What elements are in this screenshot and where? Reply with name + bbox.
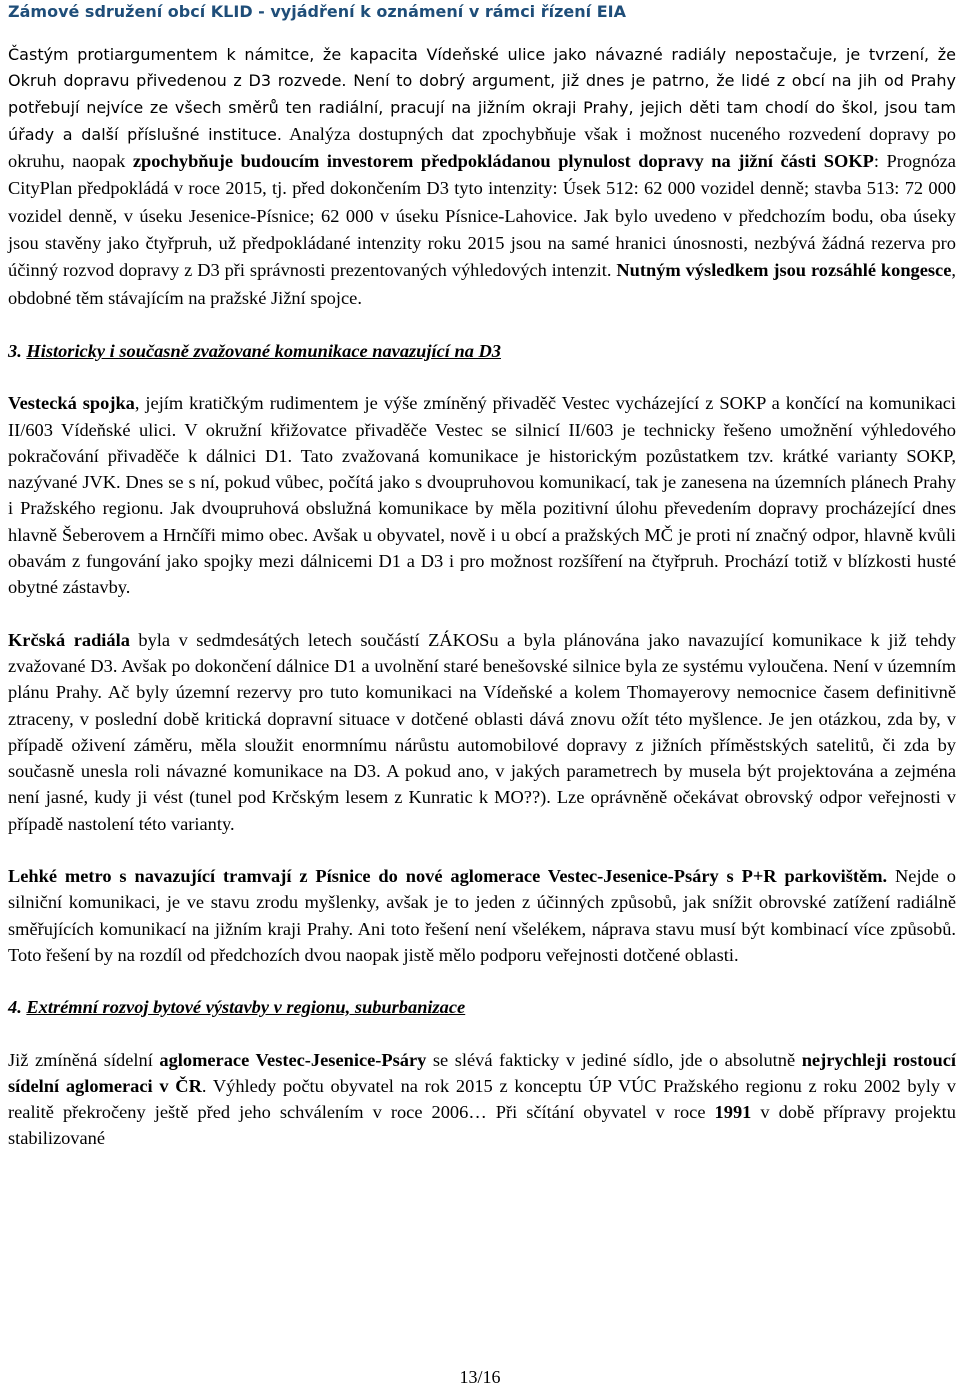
section-heading-3: [8, 338, 956, 364]
emphasis-text: Lehké metro s navazující tramvají z Písnice do nové aglomerace Vestec-Jesenice-Psáry s P+R parkovištěm.: [8, 866, 888, 887]
paragraph-text: , jejím kratičkým rudimentem je výše zmíněný přivaděč Vestec vycházející z SOKP a končící na komunikaci II/603 Vídeňské ulici. V okružní křižovatce přivaděče Vestec se silnicí II/603 je technicky řešeno umožnění výhledového pokračování přivaděče k dálnici D1. Tato zvažovaná komunikace je historickým pozůstatkem tzv. krátké varianty SOKP, nazývané JVK. Dnes se s ní, pokud vůbec, počítá jako s dvoupruhovou komunikací, tak je zanesena na územních plánech Prahy i Pražského regionu. Jak dvoupruhová obslužná komunikace by měla pozitivní úlohu převedením dopravy procházející dnes hlavně Šeberovem a Hrnčíři mimo obec. Avšak u obyvatel, nově i u obcí a pražských MČ je proti ní značný odpor, hlavně kvůli obavám z fungování jako spojky mezi dálnicemi D1 a D3 i pro možnost rozšíření na čtyřpruh. Prochází totiž v blízkosti husté obytné zástavby.: [8, 393, 956, 598]
emphasis-text: Krčská radiála: [8, 629, 130, 650]
emphasis-text: 1991: [714, 1102, 752, 1123]
paragraph-text: Nejde o silniční komunikaci, je ve stavu zrodu myšlenky, avšak je to jeden z účinných způsobů, jak snížit obrovské zatížení radiálně směřujících komunikací na jižním kraji Prahy. Ani toto řešení není všelékem, náprava stavu musí být kombinací více způsobů. Toto řešení by na rozdíl od předchozích dvou naopak jistě mělo podporu veřejnosti dotčené oblasti.: [8, 866, 956, 965]
page-number: 13/16: [459, 1367, 501, 1387]
paragraph-okruh-capacity: [8, 42, 956, 312]
section-title: Historicky i současně zvažované komunikace navazující na D3: [26, 340, 501, 361]
paragraph-krcska-radiala: [8, 627, 956, 837]
paragraph-text: Častým protiargumentem k námitce, že kapacita Vídeňské ulice jako návazné radiály nepostačuje, je tvrzení, že Okruh dopravu přivedenou z D3 rozvede. Není to dobrý argument, již dnes je patrno, že lidé z obcí na jih od Prahy potřebují nejvíce ze všech směrů ten radiální, pracují na jižním okraji Prahy, jejich děti tam chodí do škol, jsou tam úřady a další příslušné instituce.: [8, 45, 956, 144]
emphasis-text: Vestecká spojka: [8, 393, 135, 414]
document-header-title: Zámové sdružení obcí KLID - vyjádření k oznámení v rámci řízení EIA: [8, 2, 626, 21]
section-number: 4.: [8, 997, 22, 1018]
paragraph-text: , obdobné těm stávajícím na pražské Jižní spojce.: [8, 260, 956, 308]
emphasis-text: nejrychleji rostoucí sídelní aglomeraci v ČR: [8, 1049, 956, 1096]
section-number: 3.: [8, 340, 22, 361]
emphasis-text: aglomerace Vestec-Jesenice-Psáry: [159, 1049, 427, 1070]
paragraph-text: . Výhledy počtu obyvatel na rok 2015 z konceptu ÚP VÚC Pražského regionu z roku 2002 byly v realitě překročeny ještě před jeho schválením v roce 2006… Při sčítání obyvatel v roce: [8, 1075, 956, 1123]
paragraph-vestecka-spojka: [8, 390, 956, 600]
paragraph-text: : Prognóza CityPlan předpokládá v roce 2015, tj. před dokončením D3 tyto intenzity: Úsek 512: 62 000 vozidel denně; stavba 513: 72 000 vozidel denně, v úseku Jesenice-Písnice; 62 000 v úseku Písnice-Lahovice. Jak bylo uvedeno v předchozím bodu, oba úseky jsou stavěny jako čtyřpruh, už předpokládané intenzity roku 2015 jsou na samé hranici únosnosti, nezbývá žádná rezerva pro účinný rozvod dopravy z D3 při správnosti prezentovaných výhledových intenzit.: [8, 151, 956, 281]
emphasis-text: Nutným výsledkem jsou rozsáhlé kongesce: [616, 260, 952, 281]
paragraph-text: Analýza dostupných dat zpochybňuje však i možnost nuceného rozvedení dopravy po okruhu, naopak: [8, 123, 956, 172]
paragraph-text: Již zmíněná sídelní: [8, 1049, 160, 1070]
paragraph-text: byla v sedmdesátých letech součástí ZÁKOSu a byla plánována jako navazující komunikace k již tehdy zvažované D3. Avšak po dokončení dálnice D1 a uvolnění staré benešovské silnice byla ze systému vyloučena. Není v územním plánu Prahy. Ač byly územní rezervy pro tuto komunikaci na Vídeňské a kolem Thomayerovy nemocnice časem definitivně ztraceny, v poslední době kritická dopravní situace v dotčené oblasti dává znovu ožít této myšlence. Je jen otázkou, zda by, v případě oživení záměru, měla sloužit enormnímu nárůstu automobilové dopravy z jižních příměstských satelitů, či zda by současně unesla roli návazné komunikace na D3. A pokud ano, v jakých parametrech by musela být projektována a zejména není jasné, kudy ji vést (tunel pod Krčským lesem z Kunratic k MO??). Lze oprávněně očekávat obrovský odpor veřejnosti v případě nastolení této varianty.: [8, 629, 956, 834]
section-title: Extrémní rozvoj bytové výstavby v regionu, suburbanizace: [26, 997, 466, 1018]
paragraph-text: se slévá fakticky v jediné sídlo, jde o absolutně: [426, 1049, 802, 1070]
emphasis-text: zpochybňuje budoucím investorem předpokládanou plynulost dopravy na jižní části SOKP: [132, 151, 874, 172]
paragraph-suburbanizace: [8, 1047, 956, 1152]
document-body: [8, 42, 956, 1152]
section-heading-4: [8, 994, 956, 1020]
paragraph-text: v době přípravy projektu stabilizované: [8, 1102, 956, 1149]
paragraph-lehke-metro: [8, 863, 956, 968]
